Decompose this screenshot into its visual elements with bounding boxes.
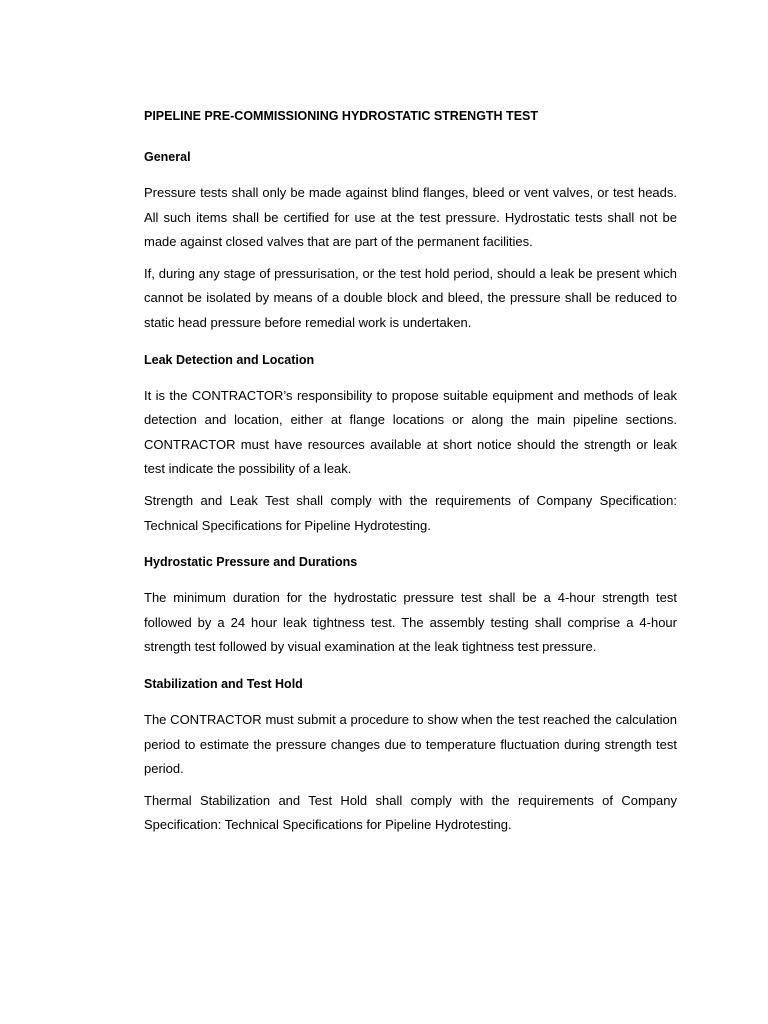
section-heading: General: [144, 150, 191, 164]
paragraph: Thermal Stabilization and Test Hold shall comply with the requirements of Company Specification: Technical Specifications for Pipeline Hydrotesting.: [144, 792, 677, 833]
section-stabilization: [144, 676, 677, 838]
section-hydrostatic-pressure: [144, 554, 677, 660]
document-title: PIPELINE PRE-COMMISSIONING HYDROSTATIC STRENGTH TEST: [144, 109, 539, 123]
section-heading: Stabilization and Test Hold: [144, 676, 303, 691]
section-heading: Leak Detection and Location: [144, 352, 315, 367]
paragraph: Strength and Leak Test shall comply with the requirements of Company Specification: Technical Specifications for Pipeline Hydrotesting.: [144, 492, 677, 533]
paragraph: It is the CONTRACTOR’s responsibility to propose suitable equipment and methods of leak detection and location, either at flange locations or along the main pipeline sections. CONTRACTOR must have resources available at short notice should the strength or leak test indicate the possibility of a leak.: [144, 387, 677, 477]
section-heading: Hydrostatic Pressure and Durations: [144, 555, 358, 570]
paragraph: The CONTRACTOR must submit a procedure to show when the test reached the calculation period to estimate the pressure changes due to temperature fluctuation during strength test period.: [144, 711, 677, 777]
paragraph: Pressure tests shall only be made against blind flanges, bleed or vent valves, or test heads. All such items shall be certified for use at the test pressure. Hydrostatic tests shall not be made against closed valves that are part of the permanent facilities.: [144, 185, 677, 250]
section-general: [144, 149, 677, 336]
paragraph: The minimum duration for the hydrostatic pressure test shall be a 4-hour strength test followed by a 24 hour leak tightness test. The assembly testing shall comprise a 4-hour strength test followed by visual examination at the leak tightness test pressure.: [144, 590, 677, 655]
paragraph: If, during any stage of pressurisation, or the test hold period, should a leak be present which cannot be isolated by means of a double block and bleed, the pressure shall be reduced to static head pressure before remedial work is undertaken.: [144, 265, 677, 330]
document-page: [144, 108, 677, 845]
section-leak-detection: [144, 352, 677, 539]
